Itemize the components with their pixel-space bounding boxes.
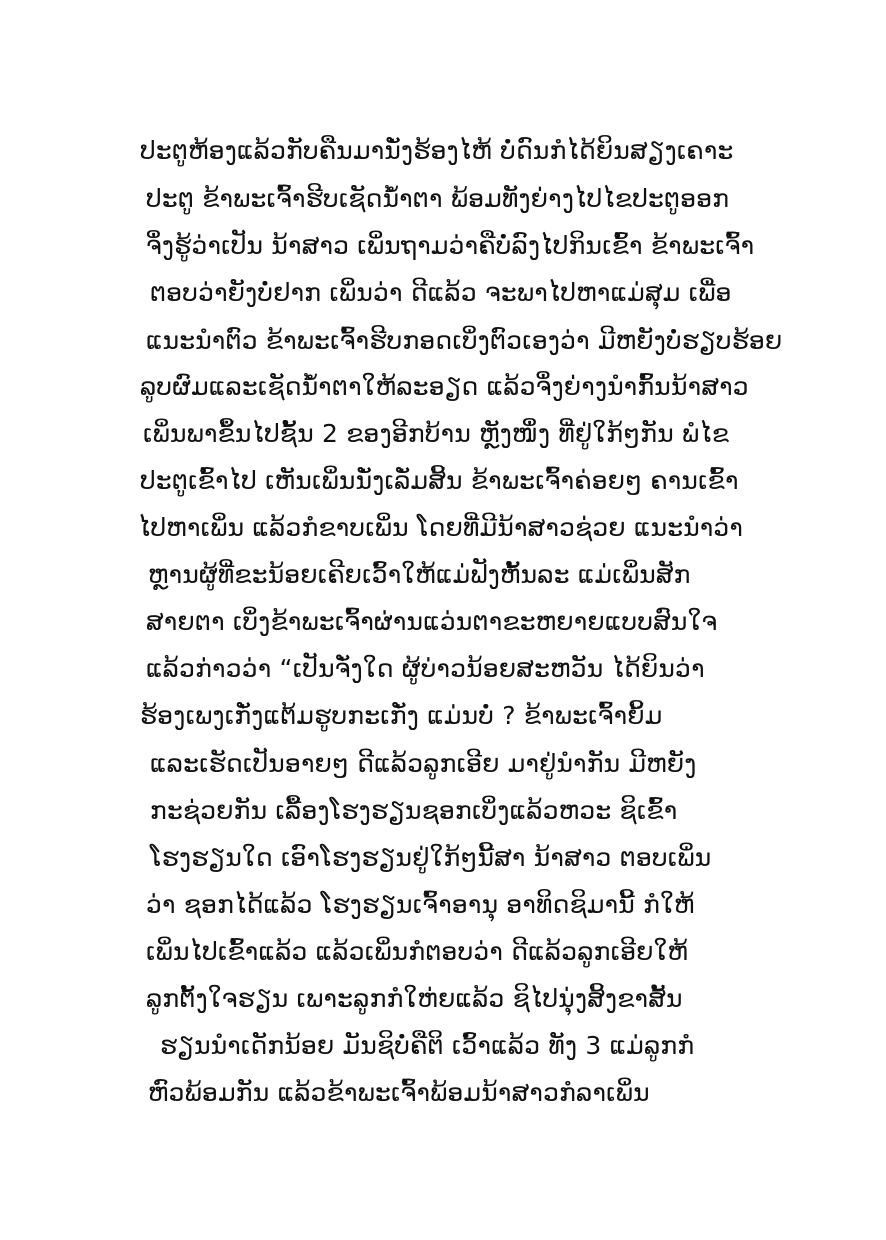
text-line: ໂຮງຮຽນໃດ ເອົາໂຮງຮຽນຢູ່ໃກ້ໆນີ້ສາ ນ້າສາວ ຕອບເພິ່ນ — [150, 843, 712, 872]
text-line: ແລະເຮັດເປັນອາຍໆ ດີແລ້ວລູກເອີຍ ມາຢູ່ນຳກັນ ມີຫຍັງ — [150, 749, 697, 778]
text-line: ປະຕູ ຂ້າພະເຈົ້າຮີບເຊັດນ້ຳຕາ ພ້ອມທັງຍ່າງໄປໄຂປະຕູອອກ — [146, 184, 730, 213]
text-line: ລູບຜົມແລະເຊັດນ້ຳຕາໃຫ້ລະອຽດ ແລ້ວຈຶ່ງຍ່າງນຳກົ້ນນ້າສາວ — [140, 372, 749, 401]
text-line: ຮຽນນຳເດັກນ້ອຍ ມັນຊິບໍ່ຄືຕິ ເວົ້າແລ້ວ ທັງ 3 ແມ່ລູກກໍ — [160, 1031, 695, 1060]
text-line: ເພິ່ນໄປເຂົ້າແລ້ວ ແລ້ວເພິ່ນກໍຕອບວ່າ ດີແລ້ວລູກເອີຍໃຫ້ — [146, 937, 689, 966]
text-line: ລູກຕັ້ງໃຈຮຽນ ເພາະລູກກໍໃຫ່ຍແລ້ວ ຊິໄປນຸ່ງສິ້ງຂາສັ້ນ — [146, 984, 683, 1013]
text-line: ປະຕູເຂົ້າໄປ ເຫັນເພິ່ນນັ່ງເລັ່ມສິ້ນ ຂ້າພະເຈົ້າຄ່ອຍໆ ຄານເຂົ້າ — [140, 466, 739, 495]
text-line: ແລ້ວກ່າວວ່າ “ເປັນຈັ່ງໃດ ຜູ້ບ່າວນ້ອຍສະຫວັນ ໄດ້ຍິນວ່າ — [146, 654, 705, 683]
text-line: ຫົວພ້ອມກັນ ແລ້ວຂ້າພະເຈົ້າພ້ອມນ້າສາວກໍລາເພິ່ນ — [148, 1078, 650, 1107]
text-line: ວ່າ ຊອກໄດ້ແລ້ວ ໂຮງຮຽນເຈົ້າອານຸ ອາທິດຊິມານີ້ ກໍໃຫ້ — [146, 890, 695, 919]
text-line: ແນະນຳຕົວ ຂ້າພະເຈົ້າຮີບກອດເບິ່ງຕົວເອງວ່າ ມີຫຍັງບໍ່ຮຽບຮ້ອຍ — [146, 326, 783, 355]
text-line: ຮ້ອງເພງເກັ່ງແຕ້ມຮູບກະເກັ່ງ ແມ່ນບໍ່ ? ຂ້າພະເຈົ້າຍິ້ມ — [140, 701, 663, 730]
text-line: ໄປຫາເພິ່ນ ແລ້ວກໍຂາບເພິ່ນ ໂດຍທີ່ມີນ້າສາວຊ່ວຍ ແນະນຳວ່າ — [138, 513, 744, 542]
text-line: ສາຍຕາ ເບິ່ງຂ້າພະເຈົ້າຜ່ານແວ່ນຕາຂະຫຍາຍແບບສົນໃຈ — [146, 607, 718, 636]
text-line: ຕອບວ່າຍັງບໍ່ຢາກ ເພິ່ນວ່າ ດີແລ້ວ ຈະພາໄປຫາແມ່ສຸມ ເພື່ອ — [150, 278, 732, 307]
text-line: ເພິ່ນພາຂຶ້ນໄປຊັ້ນ 2 ຂອງອີກບ້ານ ຫຼັງໜຶ່ງ ທີ່ຢູ່ໃກ້ໆກັນ ພໍໄຂ — [143, 419, 730, 448]
text-line: ກະຊ່ວຍກັນ ເລື້ອງໂຮງຮຽນຊອກເບິ່ງແລ້ວຫວະ ຊິເຂົ້າ — [150, 796, 678, 825]
text-line: ຈຶ່ງຮູ້ວ່າເປັນ ນ້າສາວ ເພິ່ນຖາມວ່າຄືບໍ່ລົງໄປກິນເຂົ້າ ຂ້າພະເຈົ້າ — [146, 231, 755, 260]
text-line: ປະຕູຫ້ອງແລ້ວກັບຄືນມານັ່ງຮ້ອງໄຫ້ ບໍ່ດົນກໍໄດ້ຍິນສຽງເຄາະ — [140, 136, 734, 165]
text-line: ຫຼານຜູ້ທີ່ຂະນ້ອຍເຄີຍເວົ້າໃຫ້ແມ່ຟັງຫັ້ນລະ ແມ່ເພິ່ນສັກ — [148, 560, 691, 589]
